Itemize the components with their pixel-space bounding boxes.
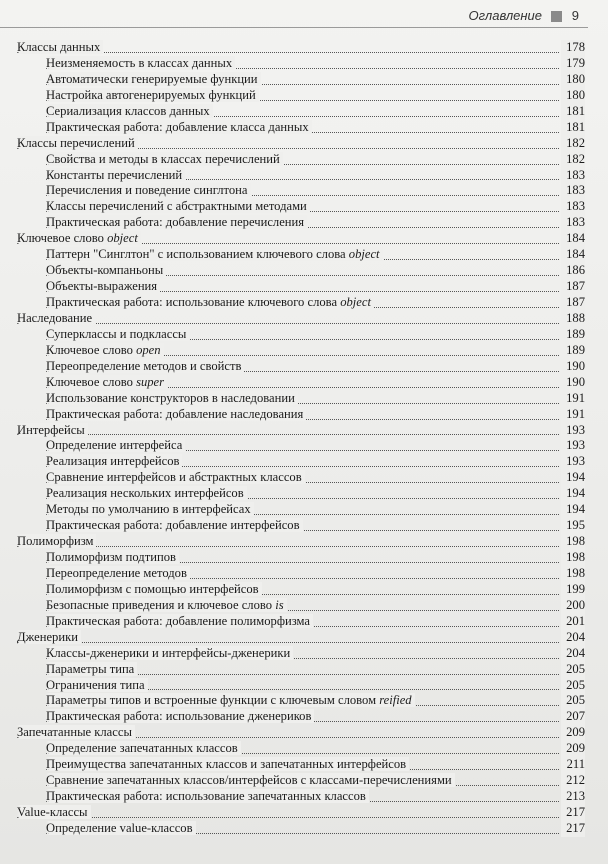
toc-entry-title	[46, 438, 185, 452]
toc-subentry[interactable]	[17, 550, 585, 566]
dot-leader	[17, 642, 559, 643]
toc-entry-title	[46, 821, 196, 835]
toc-entry-title	[46, 662, 137, 676]
toc-entry-title-text: Ограничения типа	[46, 677, 145, 692]
header-title: Оглавление	[468, 8, 542, 23]
toc-page-number: 193	[561, 438, 585, 454]
toc-page-number: 183	[561, 168, 585, 184]
toc-page-number: 181	[561, 120, 585, 136]
toc-entry-title-text: Классы данных	[17, 40, 101, 54]
toc-entry-title-italic: reified	[379, 693, 412, 708]
toc-entry-title	[46, 773, 455, 787]
toc-entry-title-text: Переопределение методов и свойств	[46, 358, 242, 373]
toc-entry-title	[46, 279, 160, 293]
toc-page-number: 184	[561, 247, 585, 263]
toc-entry-title	[17, 423, 88, 437]
toc-entry-title-italic: object	[107, 231, 138, 246]
toc-entry-title	[17, 40, 103, 54]
toc-page-number: 189	[561, 327, 585, 343]
toc-entry-title	[46, 343, 164, 357]
toc-subentry[interactable]	[17, 295, 585, 311]
toc-entry-title	[46, 486, 247, 500]
toc-entry-title	[46, 327, 189, 341]
toc-entry-title	[46, 454, 182, 468]
toc-entry-title-text: Перечисления и поведение синглтона	[46, 183, 248, 198]
toc-chapter[interactable]	[17, 805, 585, 821]
toc-entry-title	[46, 470, 305, 484]
header-page-number: 9	[571, 8, 579, 23]
toc-subentry[interactable]	[17, 678, 585, 694]
toc-subentry[interactable]	[17, 152, 585, 168]
toc-page-number: 198	[561, 566, 585, 582]
toc-page-number: 191	[561, 407, 585, 423]
toc-page-number: 179	[561, 56, 585, 72]
toc-entry-title	[46, 598, 287, 612]
toc-entry-title-text: Практическая работа: использование ключевого слова	[46, 295, 341, 309]
toc-entry-title	[46, 646, 293, 660]
toc-entry-title-italic: object	[348, 247, 380, 262]
toc-entry-title-text: Реализация нескольких интерфейсов	[46, 486, 244, 501]
toc-entry-title-text: Запечатанные классы	[17, 725, 132, 740]
toc-entry-title-text: Классы перечислений с абстрактными методами	[46, 199, 307, 214]
toc-page-number: 183	[561, 199, 585, 215]
running-header	[0, 6, 608, 26]
toc-entry-title	[17, 534, 96, 548]
toc-page-number: 182	[561, 152, 585, 168]
toc-entry-title-italic: object	[340, 295, 371, 309]
toc-page-number: 207	[561, 709, 585, 725]
toc-entry-title-text: Автоматически генерируемые функции	[46, 71, 258, 86]
toc-page-number: 205	[561, 678, 585, 694]
toc-subentry[interactable]	[17, 120, 585, 136]
toc-page-number: 187	[561, 295, 585, 311]
toc-subentry[interactable]	[17, 407, 585, 423]
toc-entry-title	[17, 311, 95, 325]
toc-entry-title-text: Сравнение интерфейсов и абстрактных классов	[46, 470, 302, 485]
toc-entry-title-text: Полиморфизм подтипов	[46, 550, 176, 564]
toc-entry-title-italic: open	[136, 342, 161, 357]
toc-entry-title-text: Преимущества запечатанных классов и запечатанных интерфейсов	[46, 757, 407, 772]
toc-page-number: 182	[561, 136, 585, 152]
toc-entry-title-text: Наследование	[17, 310, 93, 325]
toc-page-number: 180	[561, 72, 585, 88]
toc-page-number: 212	[561, 773, 585, 789]
toc-page-number: 209	[561, 741, 585, 757]
dot-leader	[17, 817, 559, 818]
toc-subentry[interactable]	[17, 343, 585, 359]
toc-subentry[interactable]	[17, 646, 585, 662]
toc-entry-title	[46, 614, 313, 628]
toc-subentry[interactable]	[17, 438, 585, 454]
toc-entry-title	[17, 805, 91, 819]
toc-page-number: 193	[561, 423, 585, 439]
toc-entry-title-text: Практическая работа: добавление перечисления	[46, 215, 305, 230]
toc-entry-title-text: Переопределение методов	[46, 565, 187, 580]
toc-entry-title-text: Безопасные приведения и ключевое слово	[46, 597, 276, 612]
toc-page-number: 205	[561, 693, 585, 709]
toc-entry-title	[17, 630, 81, 644]
toc-subentry[interactable]	[17, 183, 585, 199]
toc-page-number: 183	[561, 183, 585, 199]
toc-page-number: 194	[561, 486, 585, 502]
toc-page-number: 205	[561, 662, 585, 678]
toc-entry-title-text: Реализация интерфейсов	[46, 454, 180, 469]
toc-subentry[interactable]	[17, 279, 585, 295]
toc-subentry[interactable]	[17, 359, 585, 375]
toc-entry-title	[17, 725, 135, 739]
toc-entry-title-text: Определение value-классов	[46, 820, 193, 835]
toc-entry-title-text: Неизменяемость в классах данных	[46, 55, 233, 70]
toc-entry-title-text: Ключевое слово	[46, 342, 137, 357]
toc-entry-title-text: Паттерн "Синглтон" с использованием ключевого слова	[46, 247, 349, 262]
toc-entry-title-text: Параметры типа	[46, 661, 135, 676]
toc-page-number: 184	[561, 231, 585, 247]
toc-subentry[interactable]	[17, 391, 585, 407]
toc-subentry[interactable]	[17, 518, 585, 534]
toc-entry-title	[46, 295, 374, 309]
toc-entry-title-text: Сериализация классов данных	[46, 103, 210, 118]
toc-subentry[interactable]	[17, 104, 585, 120]
toc-entry-title	[46, 120, 312, 134]
toc-page-number: 211	[561, 757, 585, 773]
toc-entry-title-text: Полиморфизм с помощью интерфейсов	[46, 581, 259, 596]
toc-chapter[interactable]	[17, 40, 585, 56]
toc-page-number: 186	[561, 263, 585, 279]
toc-entry-title-text: Константы перечислений	[46, 167, 183, 182]
toc-entry-title	[17, 231, 141, 245]
toc-entry-title	[46, 502, 254, 516]
toc-entry-title-text: Практическая работа: добавление класса данных	[46, 119, 309, 134]
toc-entry-title-text: Свойства и методы в классах перечислений	[46, 151, 280, 166]
toc-subentry[interactable]	[17, 693, 585, 709]
toc-entry-title	[46, 407, 306, 421]
toc-chapter[interactable]	[17, 311, 585, 327]
toc-page-number: 194	[561, 470, 585, 486]
toc-page-number: 190	[561, 359, 585, 375]
header-square-icon	[551, 11, 562, 22]
toc-entry-title	[46, 391, 298, 405]
toc-entry-title	[46, 375, 167, 389]
toc-page-number: 213	[561, 789, 585, 805]
toc-entry-title	[46, 263, 166, 277]
toc-page-number: 199	[561, 582, 585, 598]
toc-subentry[interactable]	[17, 199, 585, 215]
toc-entry-title-text: Интерфейсы	[17, 422, 85, 437]
toc-subentry[interactable]	[17, 168, 585, 184]
toc-entry-title-text: Ключевое слово	[46, 374, 137, 389]
toc-entry-title	[46, 56, 235, 70]
toc-page-number: 181	[561, 104, 585, 120]
toc-entry-title	[46, 693, 415, 707]
toc-entry-title-text: Практическая работа: добавление полиморфизма	[46, 613, 310, 628]
toc-entry-title-text: Полиморфизм	[17, 534, 94, 549]
toc-chapter[interactable]	[17, 231, 585, 247]
toc-subentry[interactable]	[17, 375, 585, 391]
toc-entry-title-text: Определение запечатанных классов	[46, 741, 238, 756]
toc-subentry[interactable]	[17, 566, 585, 582]
toc-entry-title-text: Ключевое слово	[17, 231, 108, 246]
toc-entry-title	[46, 168, 185, 182]
toc-page-number: 195	[561, 518, 585, 534]
dot-leader	[17, 323, 559, 324]
toc-entry-title	[46, 741, 241, 755]
toc-chapter[interactable]	[17, 534, 585, 550]
toc-entry-title-text: Объекты-компаньоны	[46, 263, 164, 278]
toc-entry-title-italic: is	[275, 597, 284, 612]
toc-page-number: 209	[561, 725, 585, 741]
toc-entry-title	[17, 136, 138, 150]
toc-subentry[interactable]	[17, 56, 585, 72]
toc-entry-title	[46, 215, 307, 229]
toc-entry-title	[46, 550, 179, 564]
toc-subentry[interactable]	[17, 327, 585, 343]
toc-chapter[interactable]	[17, 630, 585, 646]
toc-entry-title-text: Использование конструкторов в наследовании	[46, 390, 295, 405]
toc-page-number: 198	[561, 534, 585, 550]
toc-entry-title-text: Практическая работа: добавление интерфейсов	[46, 518, 300, 533]
toc-entry-title-text: Дженерики	[17, 629, 78, 644]
dot-leader	[17, 546, 559, 547]
toc-entry-title-text: Определение интерфейса	[46, 438, 183, 453]
toc-entry-title	[46, 757, 409, 771]
toc-subentry[interactable]	[17, 454, 585, 470]
toc-entry-title	[46, 678, 148, 692]
toc-page-number: 204	[561, 646, 585, 662]
toc-subentry[interactable]	[17, 741, 585, 757]
toc-entry-title	[46, 582, 262, 596]
toc-entry-title	[46, 709, 314, 723]
toc-entry-title	[46, 104, 213, 118]
toc-subentry[interactable]	[17, 789, 585, 805]
toc-page-number: 200	[561, 598, 585, 614]
toc-entry-title-text: Практическая работа: добавление наследования	[46, 406, 304, 421]
toc-subentry[interactable]	[17, 773, 585, 789]
toc-subentry[interactable]	[17, 215, 585, 231]
toc-subentry[interactable]	[17, 502, 585, 518]
toc-entry-title-italic: super	[136, 374, 165, 389]
toc-subentry[interactable]	[17, 662, 585, 678]
toc-entry-title	[46, 72, 261, 86]
toc-entry-title-text: Классы-дженерики и интерфейсы-дженерики	[46, 645, 291, 660]
toc-entry-title	[46, 359, 244, 373]
toc-chapter[interactable]	[17, 725, 585, 741]
toc-entry-title	[46, 183, 251, 197]
toc-subentry[interactable]	[17, 582, 585, 598]
toc-entry-title-text: Объекты-выражения	[46, 279, 158, 294]
toc-page-number: 180	[561, 88, 585, 104]
toc-page-number: 189	[561, 343, 585, 359]
toc-entry-title-text: Практическая работа: использование дженериков	[46, 709, 312, 724]
toc-subentry[interactable]	[17, 72, 585, 88]
toc-entry-title	[46, 152, 283, 166]
toc-entry-title	[46, 566, 190, 580]
toc-page-number: 188	[561, 311, 585, 327]
toc-entry-title-text: Классы перечислений	[17, 135, 135, 150]
toc-page-number: 217	[561, 821, 585, 837]
toc-page-number: 204	[561, 630, 585, 646]
toc-subentry[interactable]	[17, 486, 585, 502]
toc-chapter[interactable]	[17, 136, 585, 152]
dot-leader	[17, 434, 559, 435]
toc-subentry[interactable]	[17, 821, 585, 837]
toc-entry-title	[46, 88, 259, 102]
toc-subentry[interactable]	[17, 614, 585, 630]
toc-subentry[interactable]	[17, 88, 585, 104]
toc-entry-title-text: Value-классы	[17, 805, 88, 819]
toc-entry-title-text: Сравнение запечатанных классов/интерфейсов с классами-перечислениями	[46, 773, 452, 788]
toc-subentry[interactable]	[17, 263, 585, 279]
toc-entry-title-text: Практическая работа: использование запечатанных классов	[46, 789, 366, 804]
header-rule	[0, 27, 588, 28]
toc-subentry[interactable]	[17, 247, 585, 263]
toc-chapter[interactable]	[17, 423, 585, 439]
toc-entry-title	[46, 518, 303, 532]
toc-subentry[interactable]	[17, 709, 585, 725]
toc-page-number: 183	[561, 215, 585, 231]
toc-page-number: 178	[561, 40, 585, 56]
toc-page-number: 217	[561, 805, 585, 821]
toc-subentry[interactable]	[17, 470, 585, 486]
toc-entry-title-text: Настройка автогенерируемых функций	[46, 87, 256, 102]
toc-page-number: 194	[561, 502, 585, 518]
toc-subentry[interactable]	[17, 757, 585, 773]
toc-subentry[interactable]	[17, 598, 585, 614]
toc-entry-title-text: Суперклассы и подклассы	[46, 326, 187, 341]
toc-entry-title	[46, 789, 369, 803]
toc-page-number: 193	[561, 454, 585, 470]
toc-page-number: 187	[561, 279, 585, 295]
table-of-contents	[17, 40, 585, 837]
toc-entry-title-text: Методы по умолчанию в интерфейсах	[46, 502, 251, 517]
toc-entry-title	[46, 247, 383, 261]
toc-page-number: 201	[561, 614, 585, 630]
toc-page-number: 190	[561, 375, 585, 391]
toc-page-number: 198	[561, 550, 585, 566]
toc-page-number: 191	[561, 391, 585, 407]
toc-entry-title-text: Параметры типов и встроенные функции с ключевым словом	[46, 693, 380, 708]
toc-entry-title	[46, 199, 310, 213]
